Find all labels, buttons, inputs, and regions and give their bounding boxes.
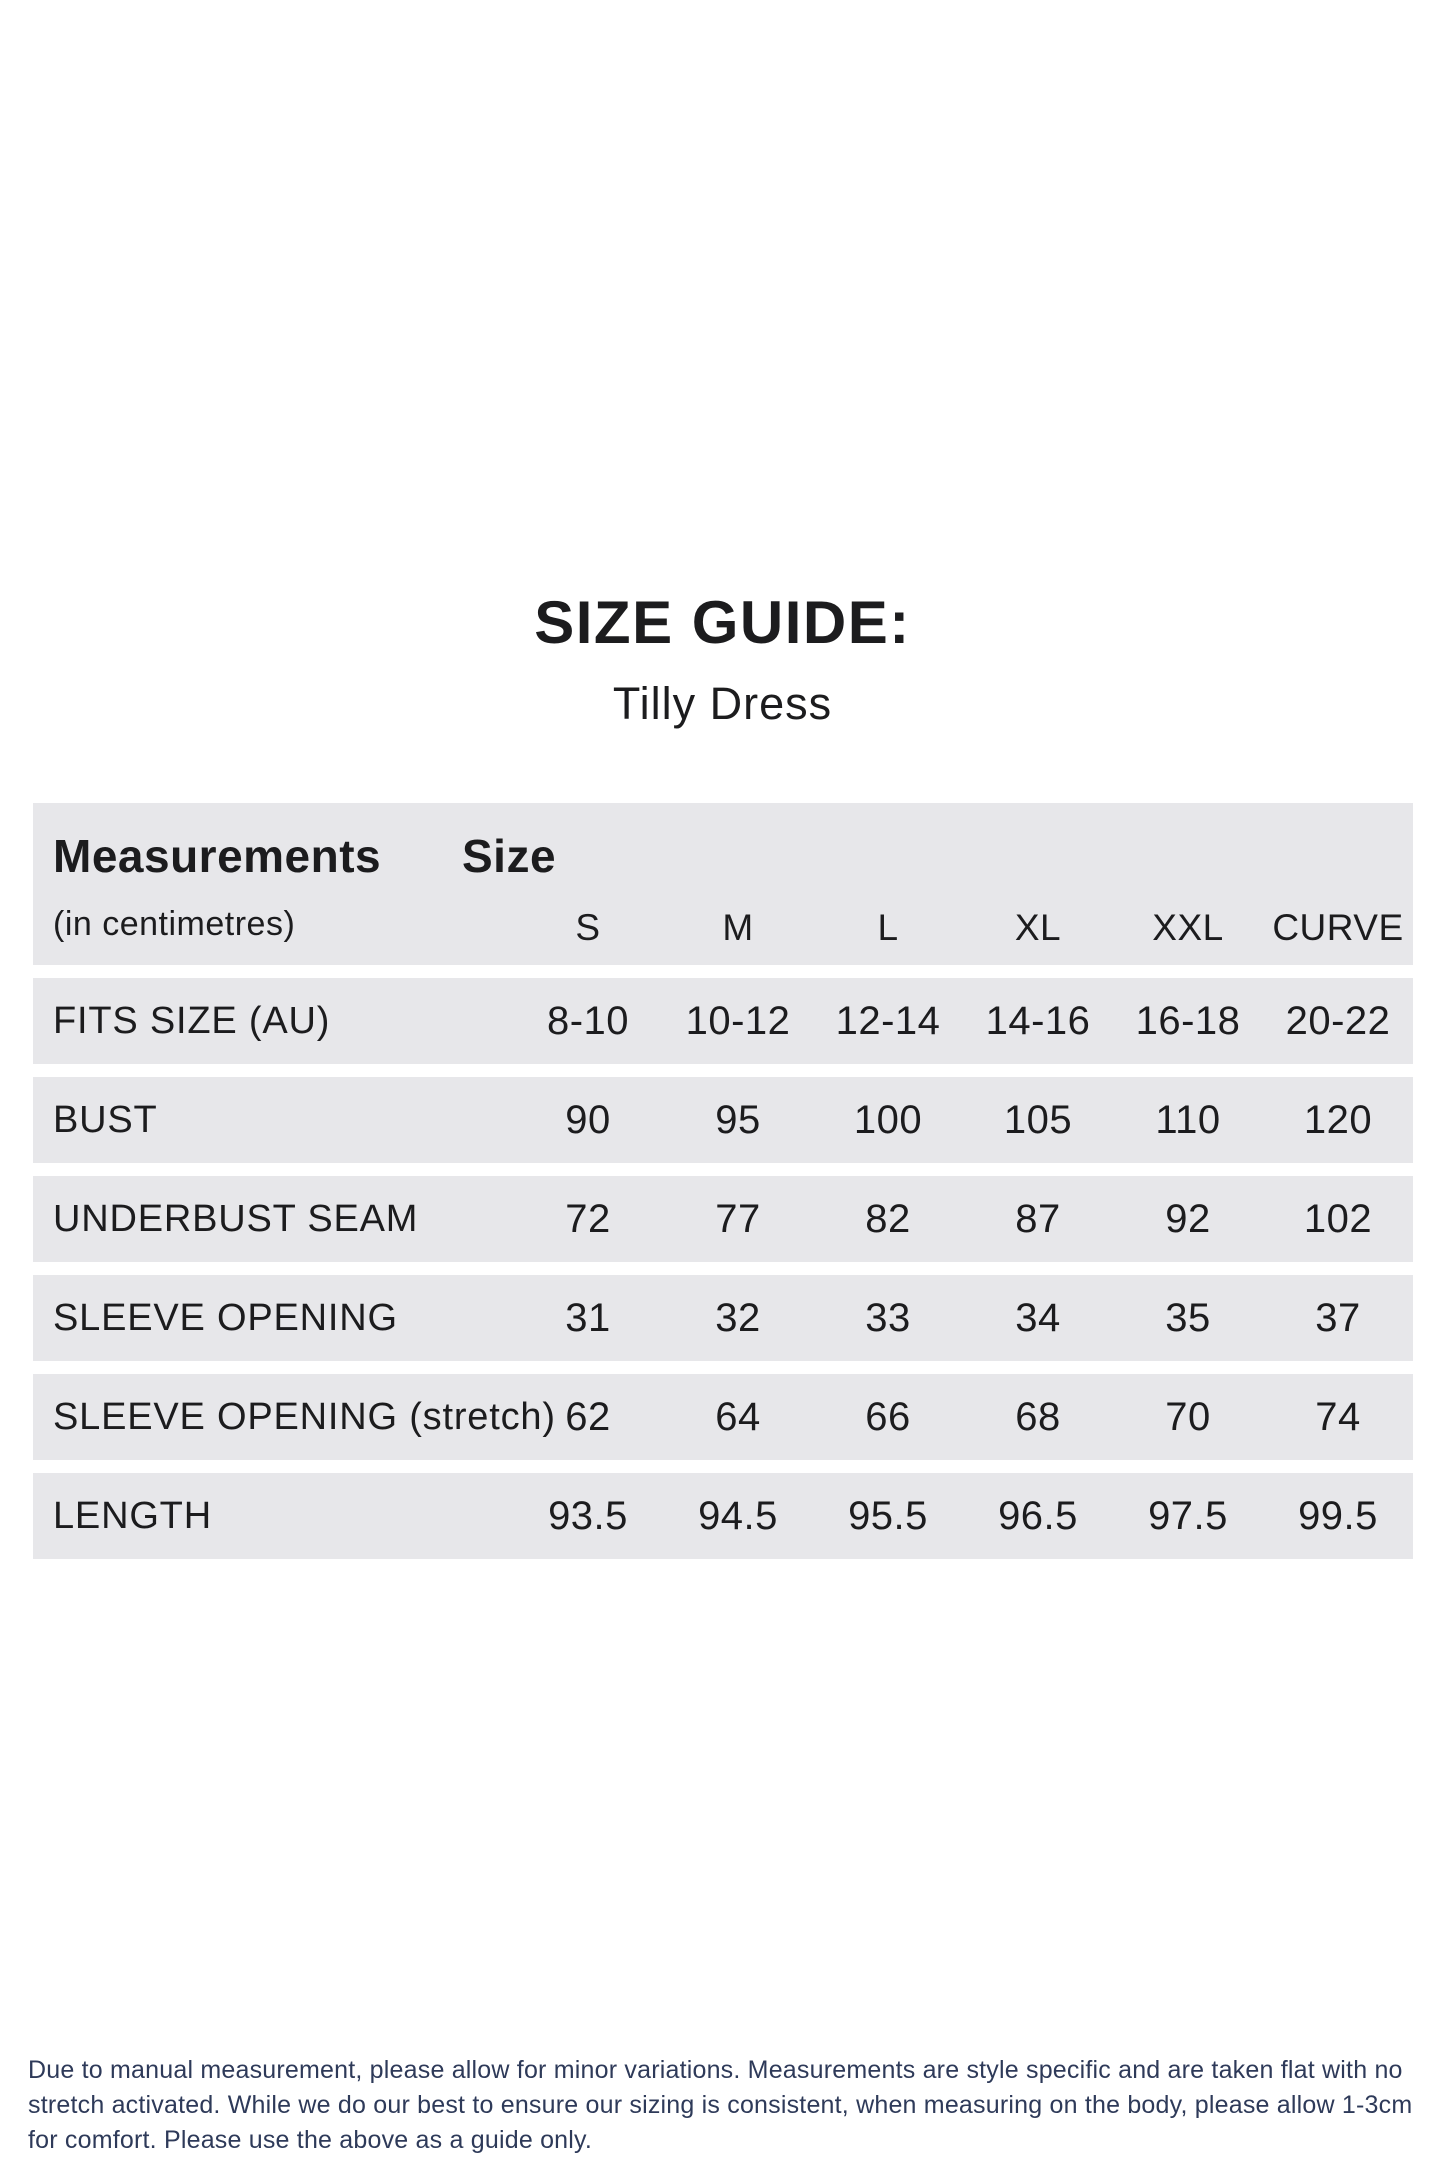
cell-value: 62 xyxy=(565,1394,611,1439)
cell-value: 96.5 xyxy=(998,1493,1078,1538)
cell-value: 72 xyxy=(565,1196,611,1241)
cell-value: 82 xyxy=(865,1196,911,1241)
cell-value: 77 xyxy=(715,1196,761,1241)
cell-value: 33 xyxy=(865,1295,911,1340)
row-label: UNDERBUST SEAM xyxy=(53,1197,419,1240)
cell-value: 10-12 xyxy=(685,998,791,1043)
cell-value: 74 xyxy=(1315,1394,1361,1439)
column-header-curve: CURVE xyxy=(1272,907,1404,948)
table-row-sleeve-opening-stretch xyxy=(33,1374,1413,1460)
cell-value: 12-14 xyxy=(835,998,941,1043)
table-row-fits-size xyxy=(33,978,1413,1064)
cell-value: 70 xyxy=(1165,1394,1211,1439)
cell-value: 105 xyxy=(1003,1097,1073,1142)
row-label: LENGTH xyxy=(53,1494,212,1537)
column-header-xxl: XXL xyxy=(1152,907,1224,948)
column-header-s: S xyxy=(575,907,601,948)
cell-value: 37 xyxy=(1315,1295,1361,1340)
cell-value: 64 xyxy=(715,1394,761,1439)
table-header-row xyxy=(33,803,1413,965)
size-column-headers xyxy=(513,907,1413,949)
table-row-underbust-seam xyxy=(33,1176,1413,1262)
measurements-header: Measurements xyxy=(53,830,382,882)
cell-value: 16-18 xyxy=(1135,998,1241,1043)
page-title: SIZE GUIDE: xyxy=(534,589,911,656)
cell-value: 97.5 xyxy=(1148,1493,1228,1538)
cell-value: 34 xyxy=(1015,1295,1061,1340)
product-name: Tilly Dress xyxy=(612,678,833,729)
table-row-sleeve-opening xyxy=(33,1275,1413,1361)
cell-value: 68 xyxy=(1015,1394,1061,1439)
cell-value: 102 xyxy=(1303,1196,1373,1241)
cell-value: 99.5 xyxy=(1298,1493,1378,1538)
disclaimer-text: Due to manual measurement, please allow for minor variations. Measurements are style specific and are taken flat with no stretch activated. While we do our best to ensure our sizing is consistent, when measuring on the body, please allow 1-3cm for comfort. Please use the above as a guide only. xyxy=(28,2056,1413,2154)
cell-value: 32 xyxy=(715,1295,761,1340)
cell-value: 87 xyxy=(1015,1196,1061,1241)
row-label: FITS SIZE (AU) xyxy=(53,999,331,1042)
cell-value: 110 xyxy=(1155,1097,1221,1142)
row-label: BUST xyxy=(53,1098,158,1141)
column-header-xl: XL xyxy=(1014,907,1062,948)
cell-value: 66 xyxy=(865,1394,911,1439)
cell-value: 90 xyxy=(565,1097,611,1142)
size-header: Size xyxy=(462,830,557,882)
table-row-bust xyxy=(33,1077,1413,1163)
cell-value: 120 xyxy=(1303,1097,1373,1142)
cell-value: 94.5 xyxy=(698,1493,778,1538)
measurements-unit-label: (in centimetres) xyxy=(53,905,296,943)
cell-value: 20-22 xyxy=(1285,998,1391,1043)
cell-value: 95 xyxy=(715,1097,761,1142)
cell-value: 92 xyxy=(1165,1196,1211,1241)
table-row-length xyxy=(33,1473,1413,1559)
column-header-l: L xyxy=(877,907,899,948)
cell-value: 100 xyxy=(853,1097,923,1142)
cell-value: 35 xyxy=(1165,1295,1211,1340)
column-header-m: M xyxy=(722,907,754,948)
row-label: SLEEVE OPENING (stretch) xyxy=(53,1395,556,1438)
cell-value: 14-16 xyxy=(985,998,1091,1043)
row-label: SLEEVE OPENING xyxy=(53,1296,398,1339)
size-table xyxy=(33,803,1413,1559)
cell-value: 93.5 xyxy=(548,1493,628,1538)
cell-value: 8-10 xyxy=(546,998,630,1043)
cell-value: 95.5 xyxy=(848,1493,928,1538)
cell-value: 31 xyxy=(565,1295,611,1340)
